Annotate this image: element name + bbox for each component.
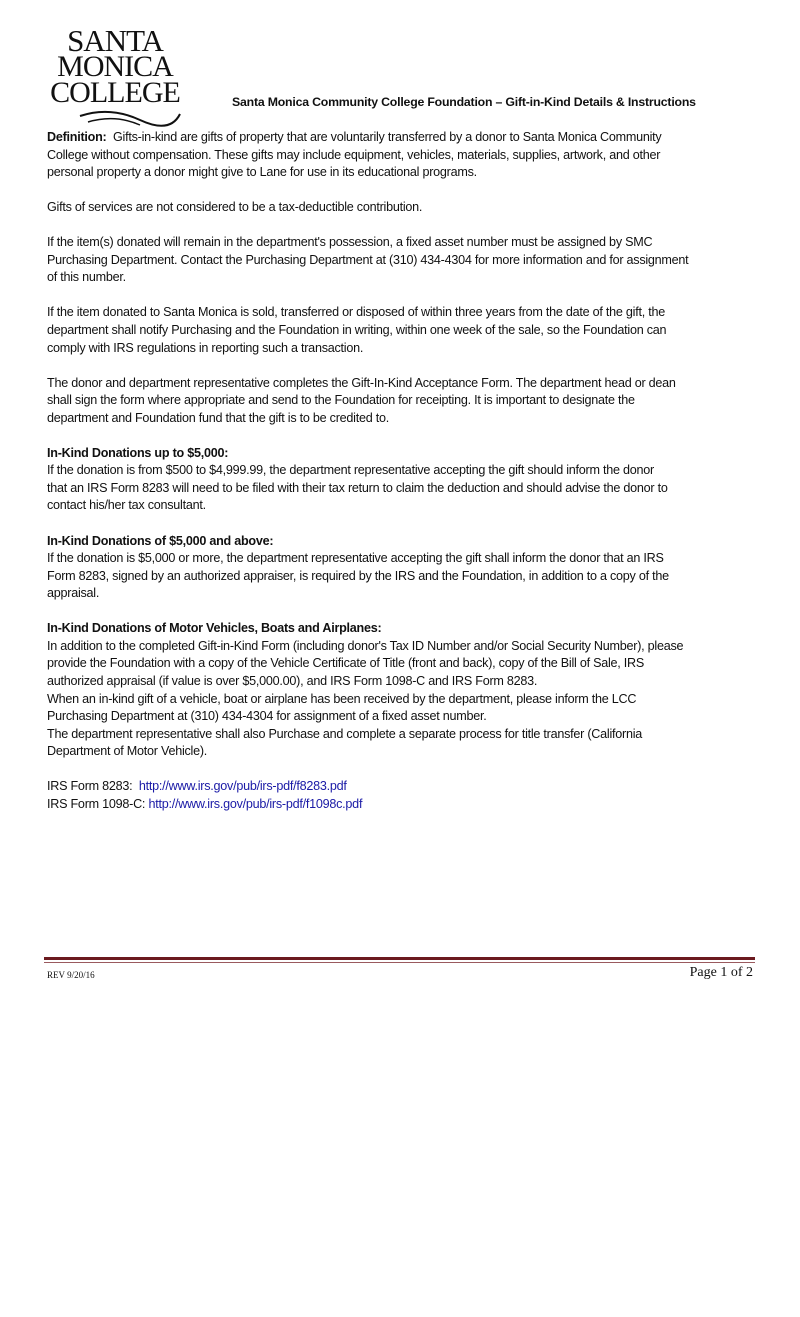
smc-logo [40,23,190,123]
paragraph-line: Purchasing Department. Contact the Purchasing Department at (310) 434-4304 for more information and for assignment [47,252,689,267]
section-line: appraisal. [47,586,100,601]
paragraph-line: comply with IRS regulations in reporting such a transaction. [47,340,364,355]
footer-rule [44,957,755,960]
section-line: that an IRS Form 8283 will need to be filed with their tax return to claim the deduction and should advise the donor to [47,480,668,495]
irs-8283-link-row: IRS Form 8283: http://www.irs.gov/pub/irs-pdf/f8283.pdf [47,779,347,794]
paragraph-line: department shall notify Purchasing and the Foundation in writing, within one week of the sale, so the Foundation can [47,323,667,338]
document-title: Santa Monica Community College Foundation – Gift-in-Kind Details & Instructions [232,95,696,109]
section-line: authorized appraisal (if value is over $5,000.00), and IRS Form 1098-C and IRS Form 8283. [47,673,538,688]
logo-line: COLLEGE [50,76,180,109]
logo-wave-icon [40,23,190,128]
section-line: In addition to the completed Gift-in-Kind Form (including donor's Tax ID Number and/or Social Security Number), please [47,638,684,653]
revision-date: REV 9/20/16 [47,970,95,980]
paragraph-line: Gifts of services are not considered to be a tax-deductible contribution. [47,200,423,215]
paragraph-line: of this number. [47,270,126,285]
section-line: If the donation is from $500 to $4,999.99, the department representative accepting the gift should inform the donor [47,463,654,478]
section-line: provide the Foundation with a copy of the Vehicle Certificate of Title (front and back), copy of the Bill of Sale, IRS [47,656,645,671]
section-line: When an in-kind gift of a vehicle, boat or airplane has been received by the department, please inform the LCC [47,691,637,706]
irs-1098c-link-row: IRS Form 1098-C: http://www.irs.gov/pub/irs-pdf/f1098c.pdf [47,796,363,811]
irs-8283-link[interactable]: http://www.irs.gov/pub/irs-pdf/f8283.pdf [138,779,347,794]
page-number: Page 1 of 2 [689,965,753,980]
section-line: Department of Motor Vehicle). [47,744,208,759]
definition-label: Definition: [47,130,107,144]
section-heading: In-Kind Donations up to $5,000: [47,445,229,460]
paragraph-line: shall sign the form where appropriate and send to the Foundation for receipting. It is important to designate the [47,393,635,408]
footer-rule-thin [44,962,755,963]
section-line: Form 8283, signed by an authorized appraiser, is required by the IRS and the Foundation, in addition to a copy of the [47,568,669,583]
definition-line: Definition: Gifts-in-kind are gifts of property that are voluntarily transferred by a donor to Santa Monica Community [47,130,662,144]
paragraph-line: If the item(s) donated will remain in the department's possession, a fixed asset number must be assigned by SMC [47,235,653,250]
paragraph-line: department and Foundation fund that the gift is to be credited to. [47,410,389,425]
logo-line: MONICA [57,50,173,83]
paragraph-line: If the item donated to Santa Monica is sold, transferred or disposed of within three years from the date of the gift, the [47,305,665,320]
logo-line: SANTA [67,23,163,58]
irs-1098c-link[interactable]: http://www.irs.gov/pub/irs-pdf/f1098c.pdf [148,796,363,811]
document-body [47,129,767,813]
section-line: Purchasing Department at (310) 434-4304 for assignment of a fixed asset number. [47,709,487,724]
section-line: If the donation is $5,000 or more, the department representative accepting the gift shall inform the donor that an IRS [47,551,664,566]
section-line: contact his/her tax consultant. [47,498,206,513]
definition-line: personal property a donor might give to Lane for use in its educational programs. [47,165,477,180]
definition-line: College without compensation. These gifts may include equipment, vehicles, materials, supplies, artwork, and other [47,147,661,162]
section-heading: In-Kind Donations of $5,000 and above: [47,533,274,548]
section-heading: In-Kind Donations of Motor Vehicles, Boats and Airplanes: [47,621,382,636]
section-line: The department representative shall also Purchase and complete a separate process for title transfer (California [47,726,643,741]
paragraph-line: The donor and department representative completes the Gift-In-Kind Acceptance Form. The department head or dean [47,375,676,390]
